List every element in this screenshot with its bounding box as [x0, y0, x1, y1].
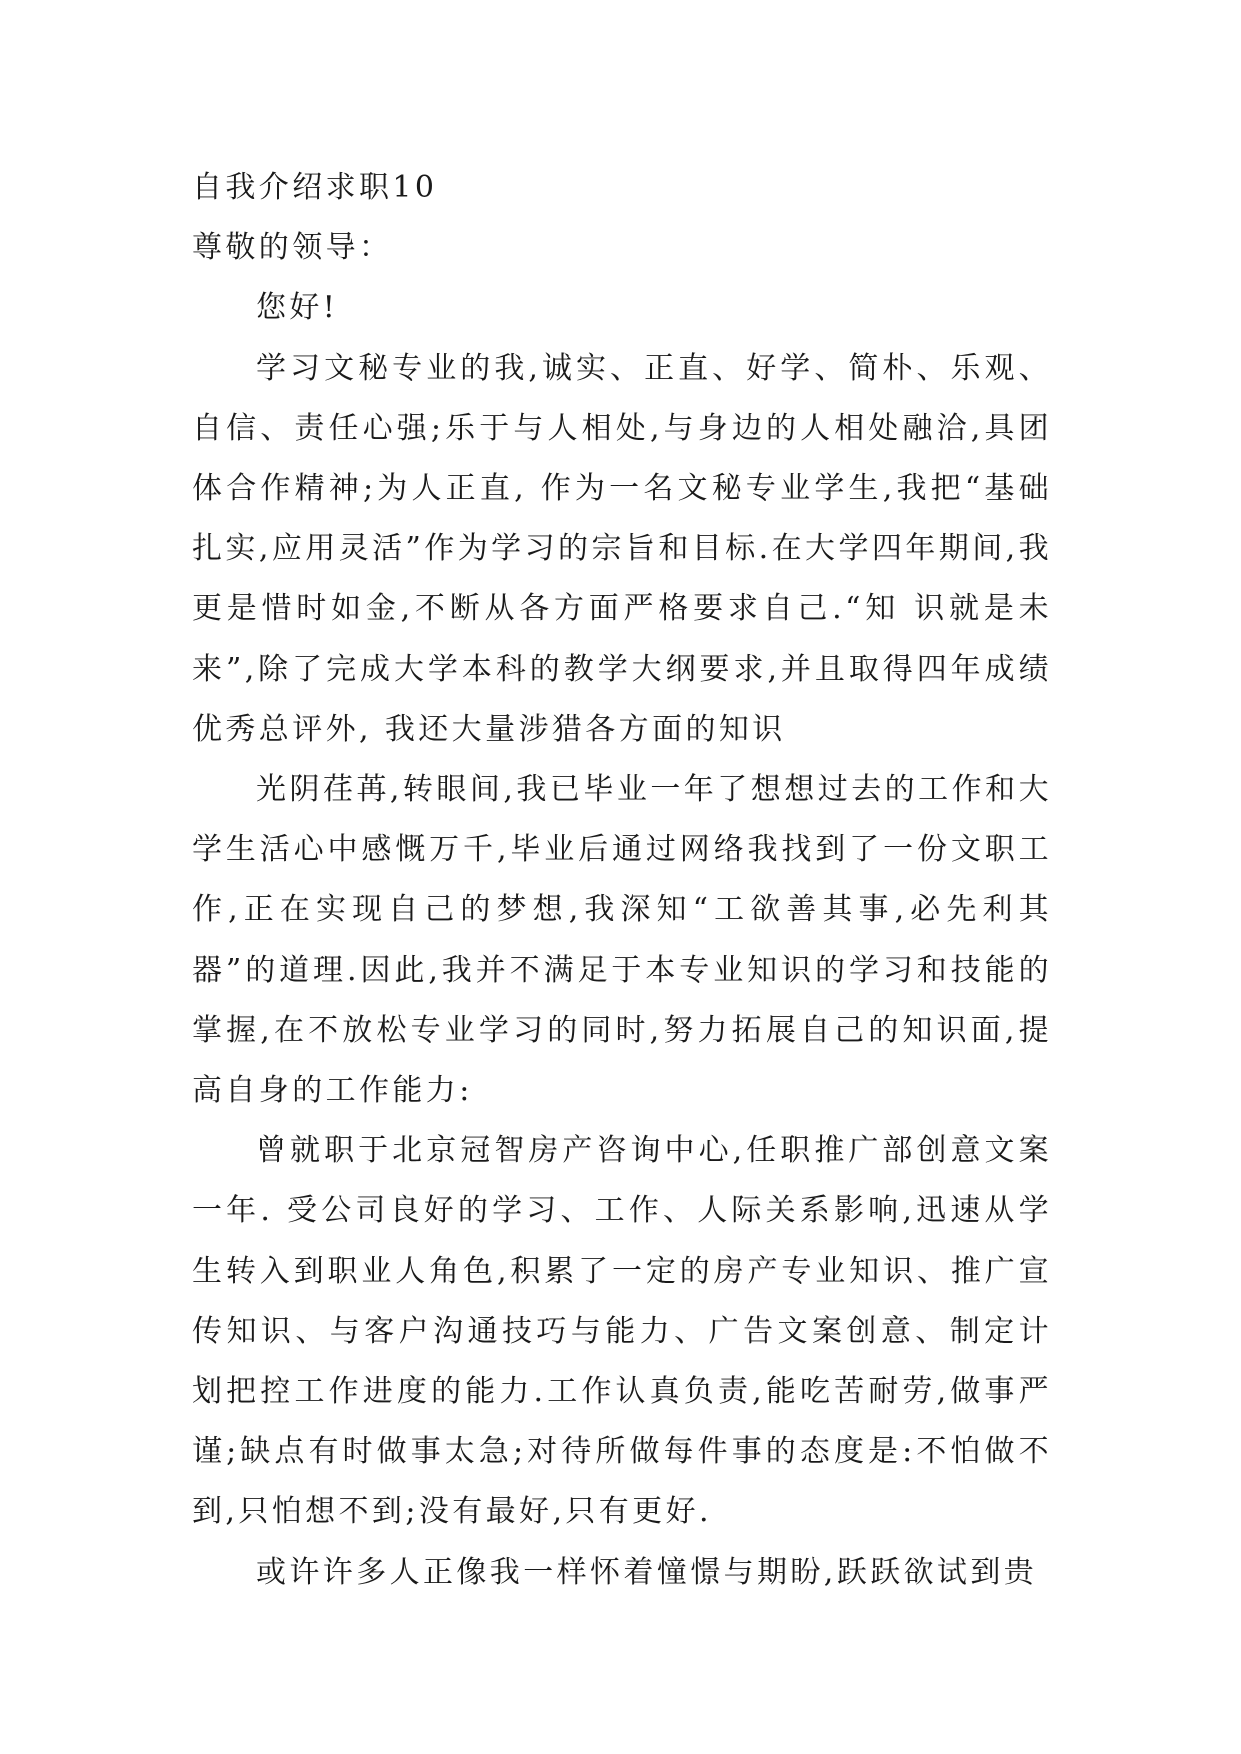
document-title: 自我介绍求职10 [192, 170, 438, 205]
salutation: 尊敬的领导： [192, 230, 393, 266]
paragraph-previous-job: 曾就职于北京冠智房产咨询中心,任职推广部创意文案一年. 受公司良好的学习、工作、人际关系影响,迅速从学生转入到职业人角色,积累了一定的房产专业知识、推广宣传知识、与客户沟通技巧与能力、广告文案创意、制定计划把控工作进度的能力.工作认真负责,能吃苦耐劳,做事严谨;缺点有时做事太急;对待所做每件事的态度是:不怕做不到,只怕想不到;没有最好,只有更好. [192, 1133, 1052, 1530]
document-body [192, 158, 1052, 1603]
paragraph-self-description: 学习文秘专业的我,诚实、正直、好学、简朴、乐观、自信、责任心强;乐于与人相处,与身边的人相处融洽,具团体合作精神;为人正直, 作为一名文秘专业学生,我把“基础扎实,应用灵活”作为学习的宗旨和目标.在大学四年期间,我更是惜时如金,不断从各方面严格要求自己.“知 识就是未来”,除了完成大学本科的教学大纲要求,并且取得四年成绩优秀总评外, 我还大量涉猎各方面的知识 [192, 350, 1052, 747]
paragraph-work-experience-intro: 光阴荏苒,转眼间,我已毕业一年了想想过去的工作和大学生活心中感慨万千,毕业后通过网络我找到了一份文职工作,正在实现自己的梦想,我深知“工欲善其事,必先利其器”的道理.因此,我并不满足于本专业知识的学习和技能的掌握,在不放松专业学习的同时,努力拓展自己的知识面,提高自身的工作能力: [192, 772, 1052, 1109]
greeting: 您好! [256, 290, 339, 326]
paragraph-closing: 或许许多人正像我一样怀着憧憬与期盼,跃跃欲试到贵 [256, 1554, 1038, 1590]
